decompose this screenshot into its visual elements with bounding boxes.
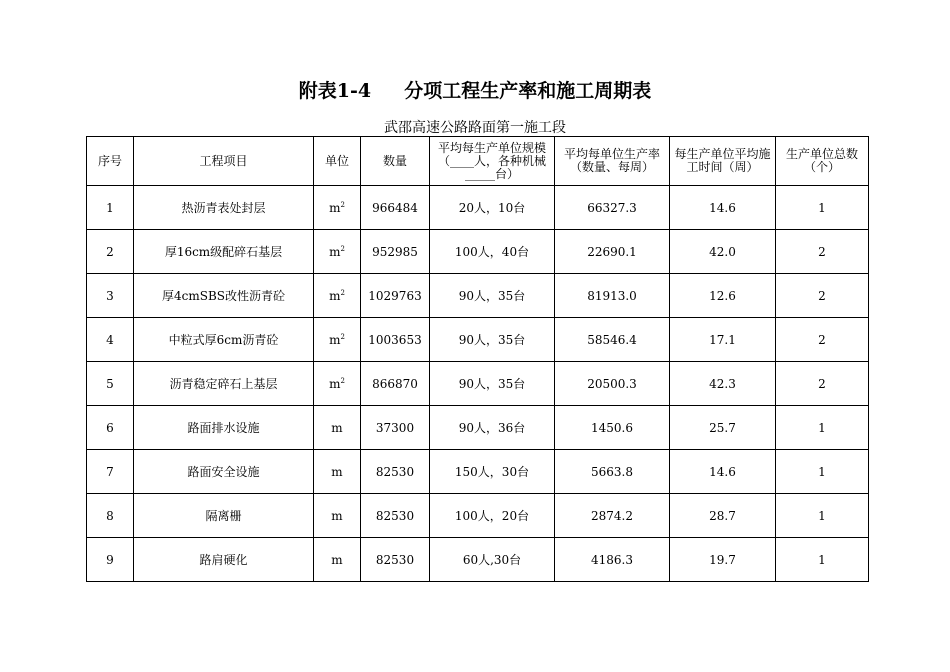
cell-scale: 90人，36台: [430, 406, 555, 450]
cell-index: 9: [87, 538, 134, 582]
cell-item: 厚16cm级配碎石基层: [134, 230, 314, 274]
header-quantity: 数量: [361, 137, 430, 186]
table-row: [87, 406, 869, 450]
cell-scale: 100人，20台: [430, 494, 555, 538]
cell-productivity: 58546.4: [555, 318, 670, 362]
table-row: [87, 274, 869, 318]
cell-duration: 12.6: [670, 274, 776, 318]
cell-unit-count: 1: [776, 538, 869, 582]
table-row: [87, 494, 869, 538]
cell-item: 热沥青表处封层: [134, 186, 314, 230]
cell-index: 5: [87, 362, 134, 406]
cell-productivity: 5663.8: [555, 450, 670, 494]
cell-quantity: 866870: [361, 362, 430, 406]
cell-index: 2: [87, 230, 134, 274]
cell-index: 1: [87, 186, 134, 230]
cell-quantity: 82530: [361, 538, 430, 582]
cell-unit: $m^2$: [314, 274, 361, 318]
page-subtitle: 武邵高速公路路面第一施工段: [384, 120, 566, 136]
cell-quantity: 82530: [361, 494, 430, 538]
cell-unit-count: 2: [776, 362, 869, 406]
cell-unit: $m^2$: [314, 230, 361, 274]
header-productivity: 平均每单位生产率（数量、每周）: [555, 137, 670, 186]
cell-duration: 19.7: [670, 538, 776, 582]
cell-item: 路面安全设施: [134, 450, 314, 494]
cell-quantity: 1003653: [361, 318, 430, 362]
cell-item: 沥青稳定碎石上基层: [134, 362, 314, 406]
cell-index: 6: [87, 406, 134, 450]
cell-productivity: 81913.0: [555, 274, 670, 318]
header-item: 工程项目: [134, 137, 314, 186]
cell-productivity: 1450.6: [555, 406, 670, 450]
table-row: [87, 362, 869, 406]
cell-unit-count: 1: [776, 186, 869, 230]
table-header-row: [87, 137, 869, 186]
table-row: [87, 450, 869, 494]
cell-duration: 42.0: [670, 230, 776, 274]
cell-unit: m: [314, 450, 361, 494]
cell-index: 7: [87, 450, 134, 494]
table-row: [87, 230, 869, 274]
header-scale: 平均每生产单位规模（____人，各种机械_____台）: [430, 137, 555, 186]
cell-duration: 14.6: [670, 450, 776, 494]
cell-scale: 90人，35台: [430, 274, 555, 318]
cell-productivity: 20500.3: [555, 362, 670, 406]
cell-scale: 90人，35台: [430, 318, 555, 362]
cell-scale: 60人,30台: [430, 538, 555, 582]
cell-duration: 42.3: [670, 362, 776, 406]
cell-productivity: 4186.3: [555, 538, 670, 582]
header-unit-count: 生产单位总数（个）: [776, 137, 869, 186]
table-row: [87, 318, 869, 362]
cell-quantity: 966484: [361, 186, 430, 230]
cell-unit: $m^2$: [314, 186, 361, 230]
cell-unit: m: [314, 406, 361, 450]
cell-quantity: 952985: [361, 230, 430, 274]
table-row: [87, 186, 869, 230]
cell-unit-count: 1: [776, 406, 869, 450]
cell-index: 4: [87, 318, 134, 362]
cell-scale: 150人，30台: [430, 450, 555, 494]
cell-item: 隔离栅: [134, 494, 314, 538]
page-title: 附表1-4 分项工程生产率和施工周期表: [298, 80, 652, 102]
cell-scale: 100人，40台: [430, 230, 555, 274]
cell-scale: 90人，35台: [430, 362, 555, 406]
cell-unit-count: 1: [776, 450, 869, 494]
cell-unit-count: 2: [776, 318, 869, 362]
cell-unit-count: 2: [776, 274, 869, 318]
cell-unit: m: [314, 494, 361, 538]
cell-duration: 25.7: [670, 406, 776, 450]
table-body: [87, 186, 869, 582]
cell-item: 厚4cmSBS改性沥青砼: [134, 274, 314, 318]
cell-productivity: 2874.2: [555, 494, 670, 538]
cell-item: 路肩硬化: [134, 538, 314, 582]
cell-unit: $m^2$: [314, 362, 361, 406]
header-unit: 单位: [314, 137, 361, 186]
table-row: [87, 538, 869, 582]
cell-duration: 14.6: [670, 186, 776, 230]
cell-scale: 20人，10台: [430, 186, 555, 230]
productivity-table: [86, 136, 869, 582]
cell-quantity: 1029763: [361, 274, 430, 318]
cell-item: 中粒式厚6cm沥青砼: [134, 318, 314, 362]
cell-unit: $m^2$: [314, 318, 361, 362]
header-index: 序号: [87, 137, 134, 186]
cell-duration: 17.1: [670, 318, 776, 362]
cell-index: 8: [87, 494, 134, 538]
cell-unit: m: [314, 538, 361, 582]
cell-productivity: 22690.1: [555, 230, 670, 274]
cell-duration: 28.7: [670, 494, 776, 538]
cell-unit-count: 2: [776, 230, 869, 274]
cell-index: 3: [87, 274, 134, 318]
cell-quantity: 82530: [361, 450, 430, 494]
header-duration: 每生产单位平均施工时间（周）: [670, 137, 776, 186]
cell-productivity: 66327.3: [555, 186, 670, 230]
cell-item: 路面排水设施: [134, 406, 314, 450]
cell-quantity: 37300: [361, 406, 430, 450]
cell-unit-count: 1: [776, 494, 869, 538]
